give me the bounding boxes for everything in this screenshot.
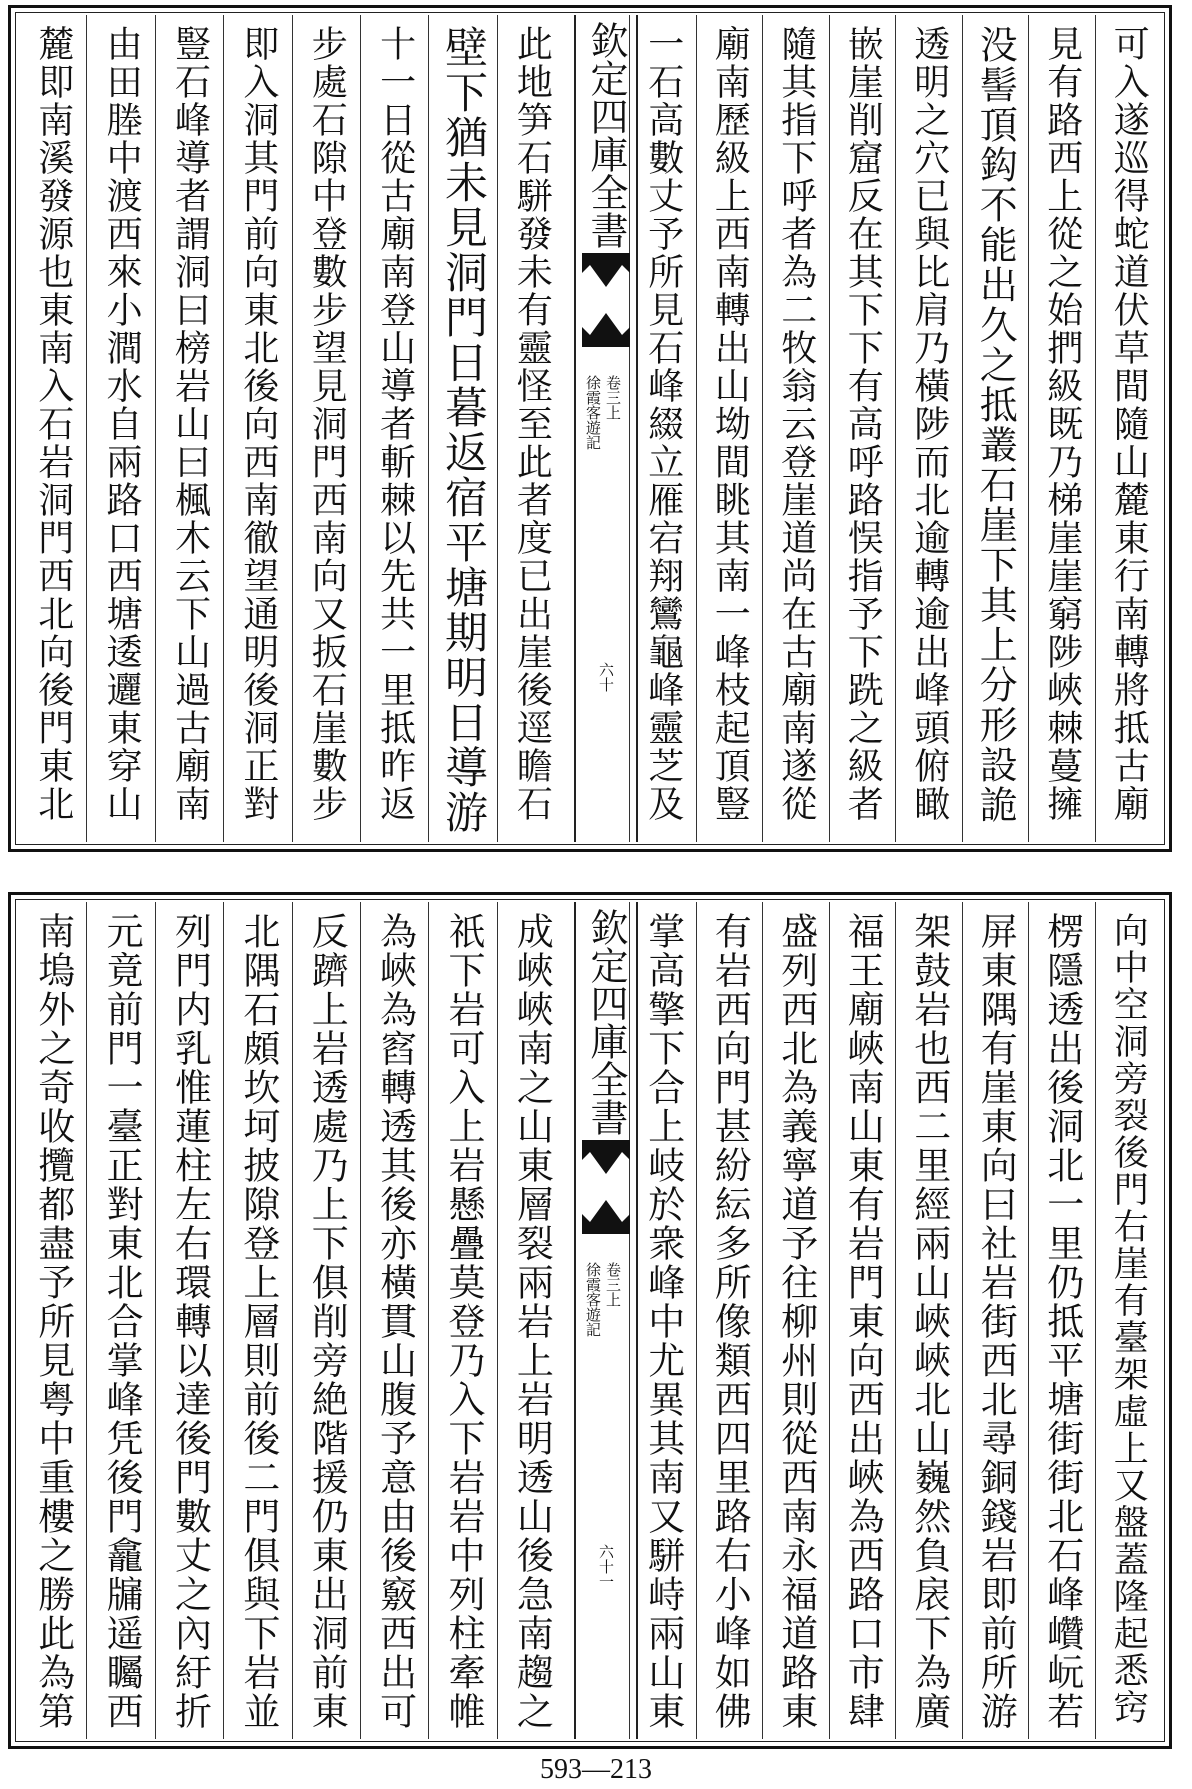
- text-column: 由田塍中渡西來小澗水自兩路口西塘逶邐東穿山: [86, 15, 154, 842]
- text-column: 即入洞其門前向東北後向西南徹望通明後洞正對: [223, 15, 291, 842]
- text-column: 北隅石頗坎坷披隙登上層則前後二門俱與下岩並: [223, 902, 291, 1739]
- text-column: 没髻頂鈎不能出久之抵叢石崖下其上分形設詭: [962, 15, 1029, 842]
- fish-tail-ornament-icon: [582, 301, 630, 347]
- fish-tail-ornament-icon: [582, 1188, 630, 1234]
- text-column: 一石高數丈予所見石峰綴立雁宕翔鸞龜峰靈芝及: [629, 15, 696, 842]
- juan-label: 卷三上: [604, 375, 622, 420]
- text-column: 掌高擎下合上岐於衆峰中尤異其南又駢峙兩山東: [629, 902, 696, 1739]
- book-title: 欽定四庫全書: [584, 908, 628, 1136]
- center-fold: [574, 15, 638, 842]
- text-column: 楞隱透出後洞北一里仍抵平塘街街北石峰巑岏若: [1028, 902, 1095, 1739]
- text-columns-left: [19, 15, 565, 842]
- text-column: 向中空洞旁裂後門右崖有臺架虛上又盤蓋隆起悉窍: [1095, 902, 1162, 1739]
- text-column: 有岩西向門甚紛紜多所像類西四里路右小峰如佛: [696, 902, 763, 1739]
- text-column: 壁下猶未見洞門日暮返宿平塘期明日導游: [428, 15, 496, 842]
- text-column: 可入遂巡得蛇道伏草間隨山麓東行南轉將抵古廟: [1095, 15, 1162, 842]
- fish-tail-ornament-icon: [582, 1140, 630, 1186]
- text-column: 南塢外之奇收攬都盡予所見粤中重樓之勝此為第: [31, 912, 75, 1731]
- text-column: 反躋上岩透處乃上下俱削旁絶階援仍東出洞前東: [292, 902, 360, 1739]
- juan-label: 卷三上: [604, 1262, 622, 1307]
- center-fold: [574, 902, 638, 1739]
- text-column: 元竟前門一臺正對東北合掌峰凭後門龕牖遥矚西: [86, 902, 154, 1739]
- text-column: 福王廟峽南山東有岩門東向西出峽為西路口市肆: [829, 902, 896, 1739]
- juan-label: 徐霞客遊記: [584, 1262, 602, 1337]
- text-columns-right: [629, 15, 1161, 842]
- text-column: 隨其指下呼者為二牧翁云登崖道尚在古廟南遂從: [762, 15, 829, 842]
- folio-number: 六十一: [597, 1544, 615, 1589]
- text-column: 此地笋石駢發未有靈怪至此者度已出崖後逕瞻石: [497, 15, 565, 842]
- text-column: 麓即南溪發源也東南入石岩洞門西北向後門東北: [32, 25, 74, 823]
- text-column: 見有路西上從之始捫級既乃梯崖崖窮陟峽棘蔓擁: [1028, 15, 1095, 842]
- text-column: 透明之穴已與比肩乃橫陟而北逾轉逾出峰頭俯瞰: [895, 15, 962, 842]
- text-column: 豎石峰導者謂洞曰榜岩山曰楓木云下山過古廟南: [155, 15, 223, 842]
- text-column: 祇下岩可入上岩懸疊莫登乃入下岩岩中列柱牽帷: [428, 902, 496, 1739]
- text-columns-left: [19, 902, 565, 1739]
- text-column: 屏東隅有崖東向曰社岩街西北尋銅錢岩即前所游: [962, 902, 1029, 1739]
- text-column: 廟南歷級上西南轉出山坳間眺其南一峰枝起頂豎: [696, 15, 763, 842]
- text-column: 盛列西北為義寧道予往柳州則從西南永福道路東: [762, 902, 829, 1739]
- text-column: 為峽為窞轉透其後亦橫貫山腹予意由後竅西出可: [360, 902, 428, 1739]
- folio-number: 六十: [597, 662, 615, 692]
- book-page-lower: [8, 892, 1172, 1749]
- text-column: 步處石隙中登數步望見洞門西南向又扳石崖數步: [292, 15, 360, 842]
- fish-tail-ornament-icon: [582, 253, 630, 299]
- page-number: 593—213: [540, 1754, 652, 1785]
- book-page-upper: [8, 5, 1172, 852]
- juan-label: 徐霞客遊記: [584, 375, 602, 450]
- text-column: 架鼓岩也西二里經兩山峽峽北山巍然負扆下為廣: [895, 902, 962, 1739]
- text-column: 成峽峽南之山東層裂兩岩上岩明透山後急南趨之: [497, 902, 565, 1739]
- text-column: 十一日從古廟南登山導者斬棘以先共一里抵昨返: [360, 15, 428, 842]
- text-column: 嵌崖削窟反在其下下有高呼路悮指予下跣之級者: [829, 15, 896, 842]
- text-column: 列門内乳惟蓮柱左右環轉以達後門數丈之內紆折: [155, 902, 223, 1739]
- text-columns-right: [629, 902, 1161, 1739]
- book-title: 欽定四庫全書: [584, 21, 628, 249]
